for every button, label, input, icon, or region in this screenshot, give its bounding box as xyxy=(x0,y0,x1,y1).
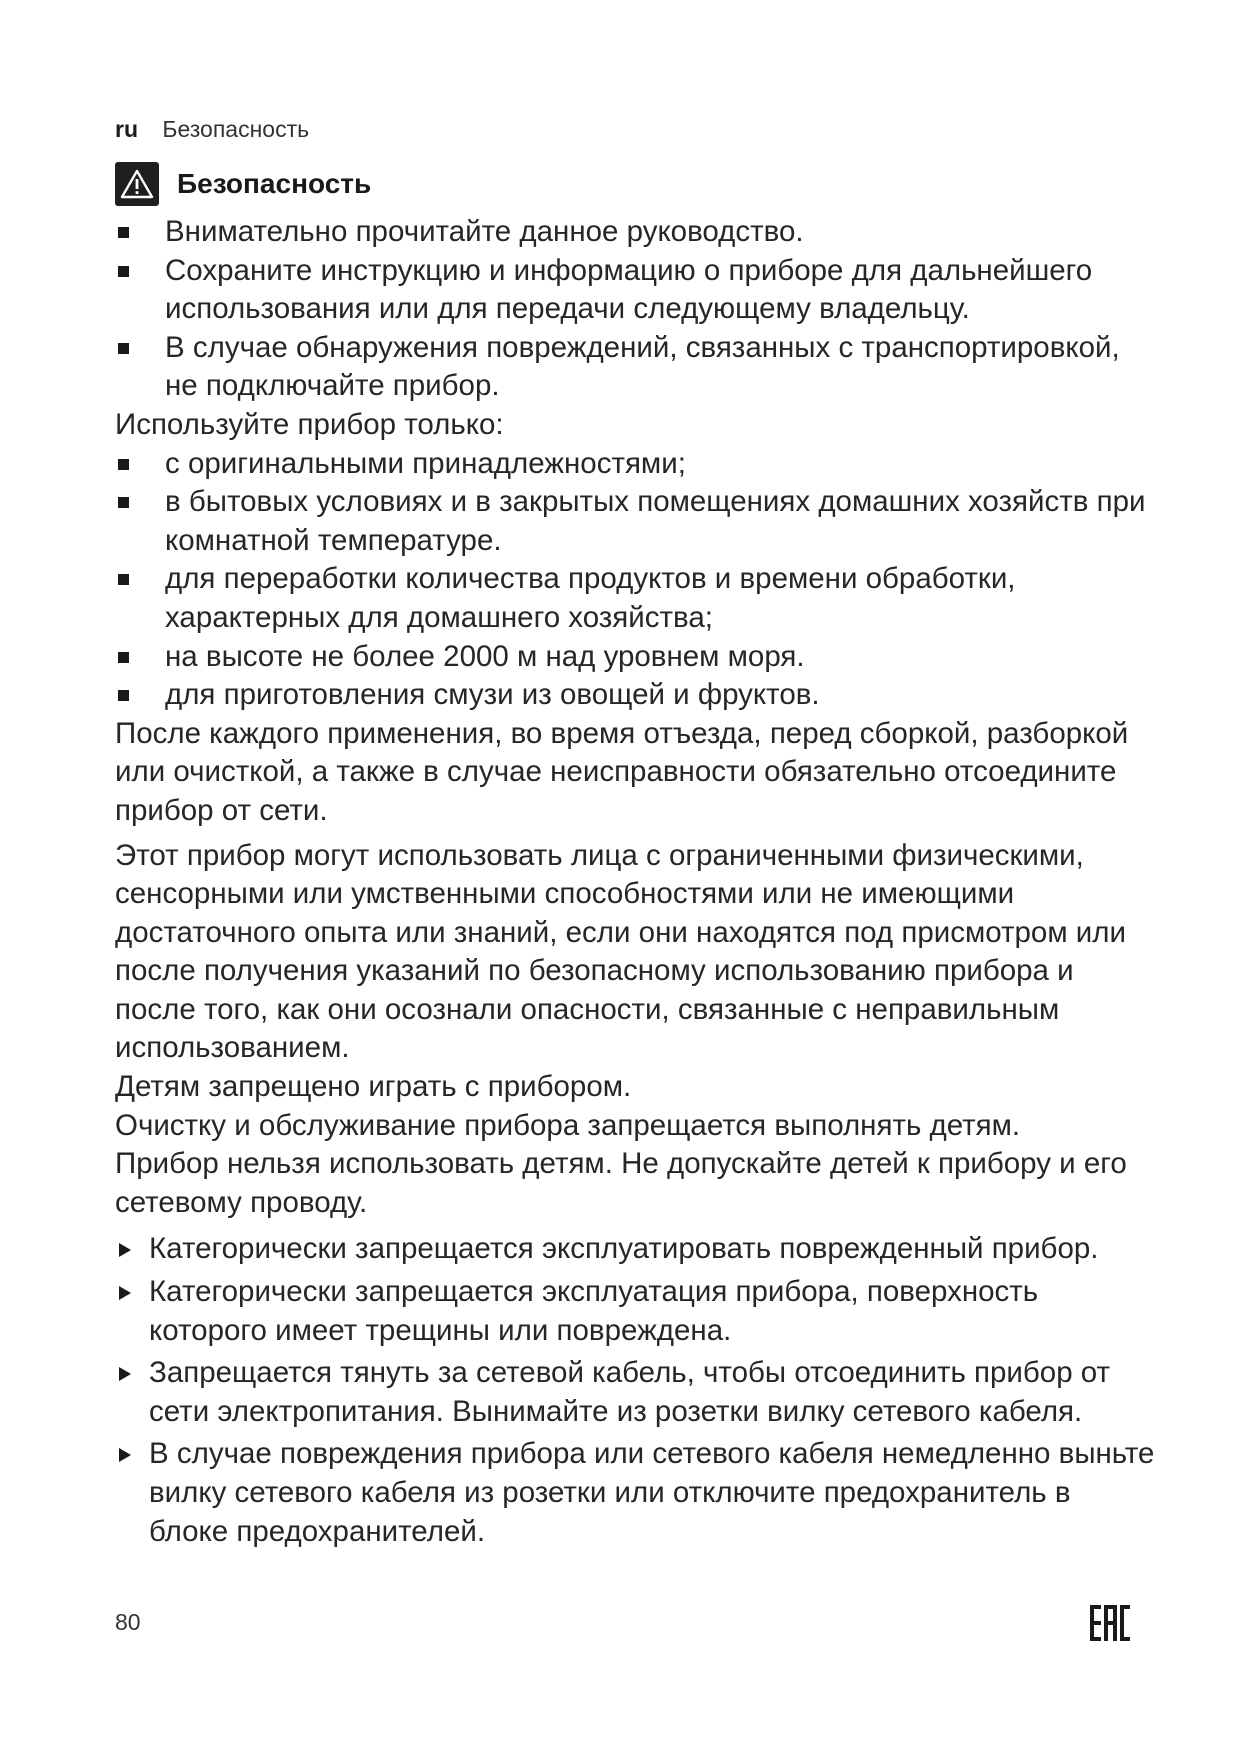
language-code: ru xyxy=(115,116,138,142)
square-bullet-icon xyxy=(118,266,129,277)
paragraph-restricted-persons: Этот прибор могут использовать лица с ограниченными физическими, сенсорными или умственными способностями или не имеющими достаточного опыта или знаний, если они находятся под присмотром или после получения указаний по безопасному использованию прибора и после того, как они осознали опасности, связанные с неправильным использованием. xyxy=(115,838,1126,1065)
list-item: Внимательно прочитайте данное руководство. xyxy=(115,213,1155,252)
square-bullet-icon xyxy=(118,343,129,354)
section-title-row xyxy=(115,162,371,206)
list-item: Категорически запрещается эксплуатировать поврежденный прибор. xyxy=(115,1230,1155,1269)
square-bullet-icon xyxy=(118,574,129,585)
list-item: Запрещается тянуть за сетевой кабель, чтобы отсоединить прибор от сети электропитания. Вынимайте из розетки вилку сетевого кабеля. xyxy=(115,1354,1155,1431)
list-item: Категорически запрещается эксплуатация прибора, поверхность которого имеет трещины или повреждена. xyxy=(115,1273,1155,1350)
list-item: Сохраните инструкцию и информацию о приборе для дальнейшего использования или для передачи следующему владельцу. xyxy=(115,252,1155,329)
list-item: для переработки количества продуктов и времени обработки, характерных для домашнего хозяйства; xyxy=(115,560,1155,637)
arrow-bullet-icon xyxy=(119,1448,131,1462)
paragraph-children-use: Прибор нельзя использовать детям. Не допускайте детей к прибору и его сетевому проводу. xyxy=(115,1147,1127,1219)
use-intro: Используйте прибор только: xyxy=(115,407,504,441)
list-item: В случае повреждения прибора или сетевого кабеля немедленно выньте вилку сетевого кабеля из розетки или отключите предохранитель в блоке предохранителей. xyxy=(115,1435,1155,1551)
arrow-bullet-icon xyxy=(119,1243,131,1257)
square-bullet-icon xyxy=(118,459,129,470)
use-conditions-list xyxy=(115,445,1155,715)
page-number: 80 xyxy=(115,1609,141,1635)
square-bullet-icon xyxy=(118,497,129,508)
prohibitions-list xyxy=(115,1230,1155,1551)
list-item: в бытовых условиях и в закрытых помещениях домашних хозяйств при комнатной температуре. xyxy=(115,483,1155,560)
running-header xyxy=(115,114,309,144)
warning-triangle-icon xyxy=(115,162,159,206)
arrow-bullet-icon xyxy=(119,1367,131,1381)
list-item: В случае обнаружения повреждений, связанных с транспортировкой, не подключайте прибор. xyxy=(115,329,1155,406)
page-title: Безопасность xyxy=(177,168,372,199)
paragraph-disconnect: После каждого применения, во время отъезда, перед сборкой, разборкой или очисткой, а также в случае неисправности обязательно отсоедините прибор от сети. xyxy=(115,716,1129,827)
eac-mark-icon xyxy=(1090,1605,1130,1646)
square-bullet-icon xyxy=(118,690,129,701)
arrow-bullet-icon xyxy=(119,1286,131,1300)
list-item: с оригинальными принадлежностями; xyxy=(115,445,1155,484)
paragraph-children-cleaning: Очистку и обслуживание прибора запрещается выполнять детям. xyxy=(115,1108,1021,1142)
section-name: Безопасность xyxy=(162,116,310,142)
safety-content xyxy=(115,213,1155,1555)
paragraph-children-play: Детям запрещено играть с прибором. xyxy=(115,1070,632,1104)
list-item: для приготовления смузи из овощей и фруктов. xyxy=(115,676,1155,715)
square-bullet-icon xyxy=(118,652,129,663)
general-instructions-list xyxy=(115,213,1155,406)
square-bullet-icon xyxy=(118,227,129,238)
list-item: на высоте не более 2000 м над уровнем моря. xyxy=(115,638,1155,677)
